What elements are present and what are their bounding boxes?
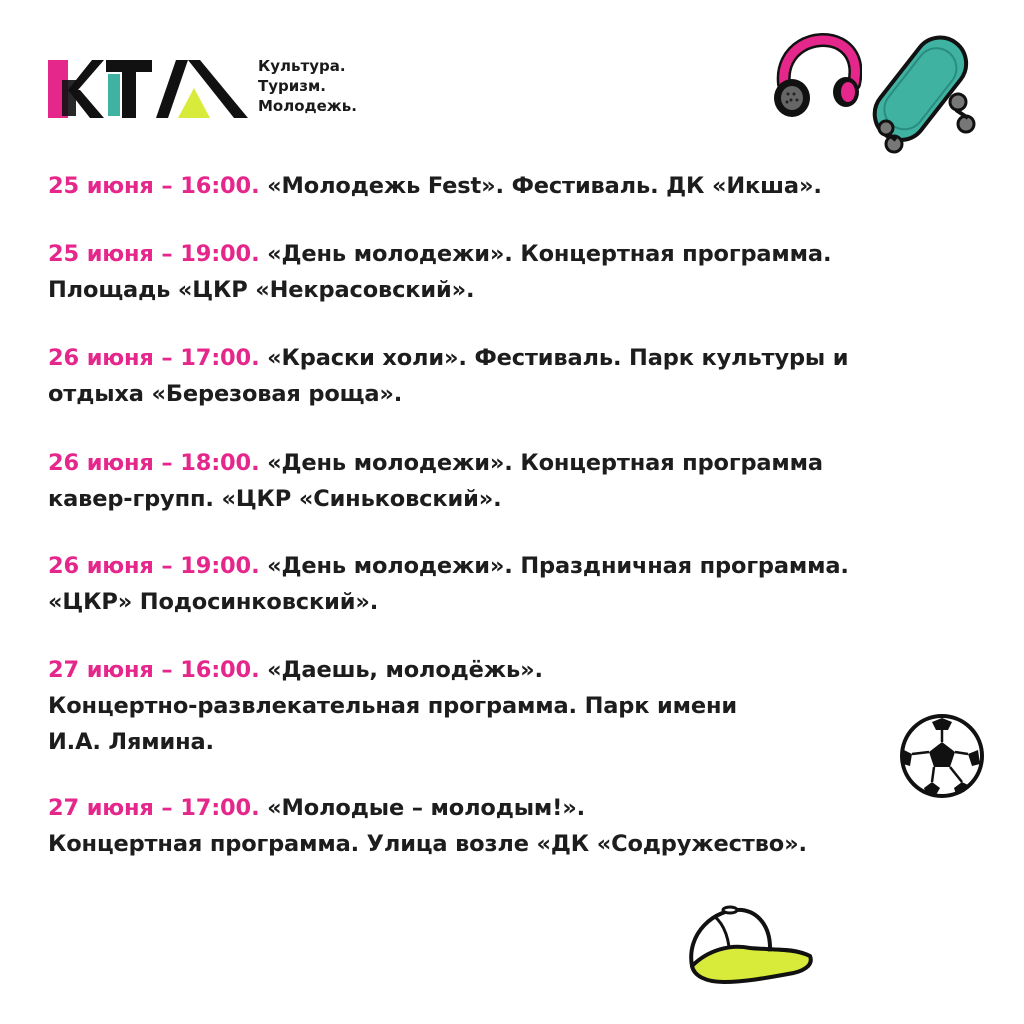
event-text: И.А. Лямина. (48, 729, 214, 755)
ktm-logo (48, 58, 248, 120)
event-text: «Даешь, молодёжь». (267, 657, 543, 683)
skateboard-icon (864, 28, 980, 154)
event-text: «Краски холи». Фестиваль. Парк культуры и (267, 345, 849, 371)
event-text: «Молодежь Fest». Фестиваль. ДК «Икша». (267, 173, 822, 199)
event-text: «День молодежи». Концертная программа (267, 450, 823, 476)
event-text: «ЦКР» Подосинковский». (48, 589, 379, 615)
tagline-line: Туризм. (258, 77, 326, 95)
event-datetime: 27 июня – 16:00. (48, 657, 260, 683)
event-text: Концертная программа. Улица возле «ДК «Содружество». (48, 831, 807, 857)
event-datetime: 26 июня – 17:00. (48, 345, 260, 371)
event-text: «День молодежи». Концертная программа. (267, 241, 832, 267)
event-item (48, 340, 998, 412)
event-datetime: 26 июня – 18:00. (48, 450, 260, 476)
tagline-line: Культура. (258, 57, 346, 75)
event-datetime: 25 июня – 19:00. (48, 241, 260, 267)
cap-icon (684, 904, 818, 986)
event-text: «День молодежи». Праздничная программа. (267, 553, 849, 579)
event-text: Площадь «ЦКР «Некрасовский». (48, 277, 475, 303)
event-item (48, 168, 998, 204)
event-text: Концертно-развлекательная программа. Парк имени (48, 693, 738, 719)
event-datetime: 27 июня – 17:00. (48, 795, 260, 821)
event-text: отдыха «Березовая роща». (48, 381, 403, 407)
event-item (48, 548, 998, 620)
tagline-line: Молодежь. (258, 97, 357, 115)
event-item (48, 445, 998, 517)
event-text: «Молодые – молодым!». (267, 795, 586, 821)
event-item (48, 790, 998, 862)
event-datetime: 26 июня – 19:00. (48, 553, 260, 579)
event-text: кавер-групп. «ЦКР «Синьковский». (48, 486, 502, 512)
brand-tagline (258, 56, 357, 116)
headphones-icon (770, 30, 862, 122)
event-item (48, 236, 998, 308)
soccer-ball-icon (898, 712, 986, 800)
event-datetime: 25 июня – 16:00. (48, 173, 260, 199)
event-item (48, 652, 998, 760)
